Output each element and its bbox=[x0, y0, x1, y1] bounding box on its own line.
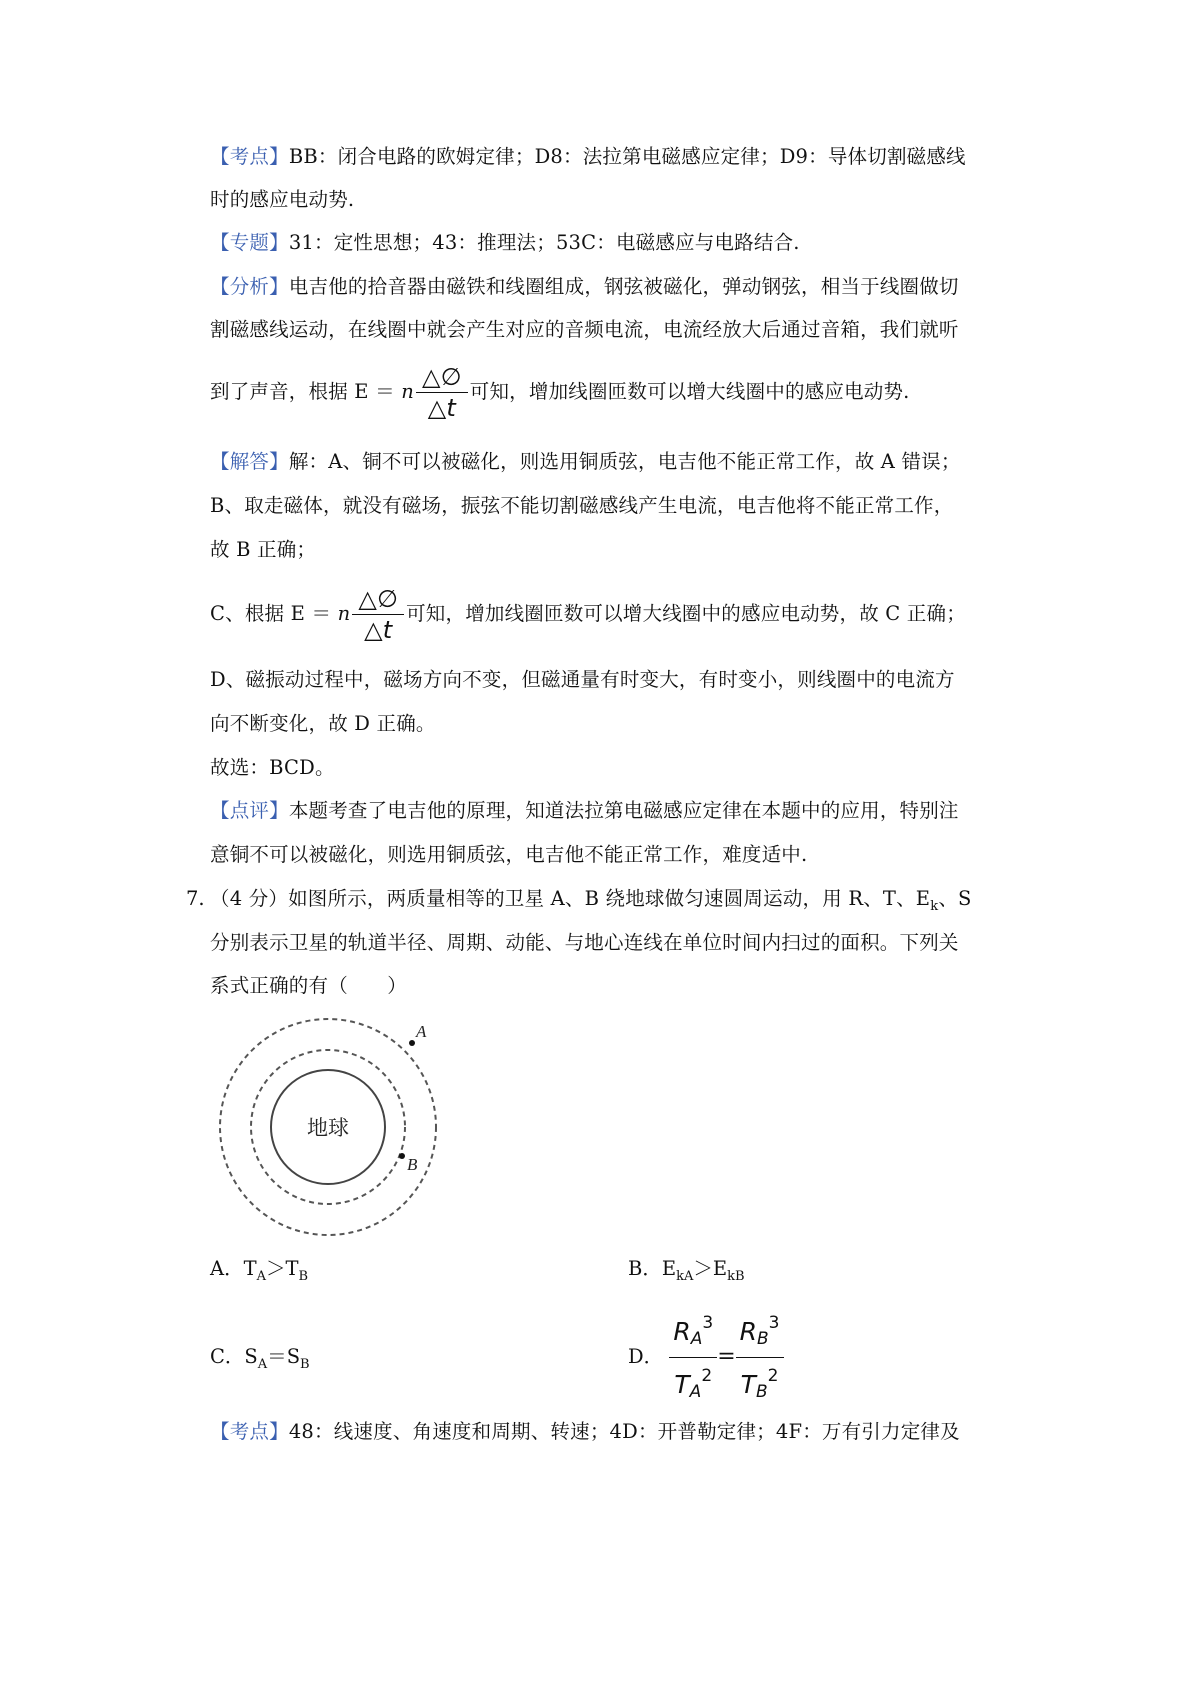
option-b-t2: E bbox=[712, 1257, 728, 1280]
kaodian-tag: 【考点】 bbox=[210, 145, 289, 168]
option-c-op: ＝ bbox=[267, 1345, 287, 1368]
jieda-text-1: 解：A、铜不可以被磁化，则选用铜质弦，电吉他不能正常工作，故 A 错误； bbox=[288, 450, 961, 473]
fenxi-line-3 bbox=[210, 360, 910, 424]
question-text-1b: 、S bbox=[938, 887, 972, 910]
kaodian-text: BB：闭合电路的欧姆定律；D8：法拉第电磁感应定律；D9：导体切割磁感线 bbox=[288, 145, 966, 168]
option-d-equals: = bbox=[717, 1344, 736, 1369]
jieda-line-5: D、磁振动过程中，磁场方向不变，但磁通量有时变大，有时变小，则线圈中的电流方 bbox=[210, 668, 955, 691]
t-symbol: T bbox=[674, 1370, 690, 1399]
option-a-label: A． bbox=[210, 1257, 244, 1280]
jieda-line-1 bbox=[210, 448, 961, 476]
option-d[interactable] bbox=[628, 1305, 784, 1401]
kaodian-line-1 bbox=[210, 143, 966, 171]
option-c[interactable] bbox=[210, 1343, 310, 1379]
r-symbol-b: R bbox=[739, 1317, 757, 1346]
fenxi-line-3-post: 可知，增加线圈匝数可以增大线圈中的感应电动势. bbox=[469, 380, 910, 403]
jieda-tag: 【解答】 bbox=[210, 450, 289, 473]
earth-label: 地球 bbox=[307, 1116, 349, 1140]
option-b-t1: E bbox=[661, 1257, 677, 1280]
q7-kaodian-text: 48：线速度、角速度和周期、转速；4D：开普勒定律；4F：万有引力定律及 bbox=[288, 1420, 960, 1443]
kaodian-line-2: 时的感应电动势. bbox=[210, 188, 355, 211]
question-text-1-sub: k bbox=[930, 898, 939, 914]
jieda-line-7: 故选：BCD。 bbox=[210, 756, 335, 779]
t-pow-2: 2 bbox=[701, 1366, 713, 1386]
option-c-t2: S bbox=[286, 1345, 301, 1368]
jieda-line-4 bbox=[210, 582, 966, 646]
formula-denominator: △t bbox=[427, 394, 457, 422]
option-d-left-fraction bbox=[669, 1305, 717, 1410]
r-symbol: R bbox=[673, 1317, 691, 1346]
r-sub-a: A bbox=[690, 1329, 703, 1349]
question-number: 7. bbox=[186, 887, 205, 910]
orbit-diagram bbox=[205, 1005, 455, 1250]
option-b-s1: kA bbox=[676, 1268, 694, 1284]
t-pow-2-b: 2 bbox=[767, 1366, 779, 1386]
jieda-line-6: 向不断变化，故 D 正确。 bbox=[210, 712, 436, 735]
option-c-s2: B bbox=[300, 1356, 310, 1372]
option-c-label: C． bbox=[210, 1345, 245, 1368]
option-c-t1: S bbox=[244, 1345, 258, 1368]
question-line-1 bbox=[210, 885, 972, 921]
r-pow-3-b: 3 bbox=[768, 1313, 780, 1333]
option-b[interactable] bbox=[628, 1255, 745, 1291]
satellite-b bbox=[399, 1153, 405, 1159]
zhuanti-line bbox=[210, 229, 800, 257]
formula-n: n bbox=[401, 380, 415, 403]
r-pow-3: 3 bbox=[702, 1313, 714, 1333]
t-sub-b: B bbox=[755, 1382, 768, 1402]
fenxi-text: 电吉他的拾音器由磁铁和线圈组成，钢弦被磁化，弹动钢弦，相当于线圈做切 bbox=[288, 275, 959, 298]
option-c-s1: A bbox=[257, 1356, 268, 1372]
option-a-s1: A bbox=[256, 1268, 266, 1284]
zhuanti-text: 31：定性思想；43：推理法；53C：电磁感应与电路结合. bbox=[288, 231, 800, 254]
jieda-line-3: 故 B 正确； bbox=[210, 538, 317, 561]
fenxi-line-2: 割磁感线运动，在线圈中就会产生对应的音频电流，电流经放大后通过音箱，我们就听 bbox=[210, 318, 959, 341]
fenxi-line-1 bbox=[210, 273, 959, 301]
r-sub-b: B bbox=[757, 1329, 769, 1349]
t-sub-a: A bbox=[689, 1382, 702, 1402]
satellite-b-label: B bbox=[407, 1155, 418, 1174]
option-a-t1: T bbox=[243, 1257, 257, 1280]
option-d-right-fraction bbox=[736, 1305, 784, 1410]
option-a[interactable] bbox=[210, 1255, 308, 1291]
dianping-line-2: 意铜不可以被磁化，则选用铜质弦，电吉他不能正常工作，难度适中. bbox=[210, 843, 808, 866]
option-b-op: ＞ bbox=[693, 1257, 713, 1280]
question-line-3: 系式正确的有（ ） bbox=[210, 974, 408, 997]
dianping-text-1: 本题考查了电吉他的原理，知道法拉第电磁感应定律在本题中的应用，特别注 bbox=[288, 799, 959, 822]
jieda-line-4-post: 可知，增加线圈匝数可以增大线圈中的感应电动势，故 C 正确； bbox=[406, 602, 966, 625]
formula-numerator: △∅ bbox=[416, 362, 468, 393]
option-d-right-num bbox=[736, 1305, 784, 1358]
option-a-s2: B bbox=[298, 1268, 309, 1284]
formula-numerator-2: △∅ bbox=[352, 584, 404, 615]
satellite-a bbox=[409, 1040, 415, 1046]
dianping-line-1 bbox=[210, 797, 959, 825]
satellite-a-label: A bbox=[416, 1022, 427, 1041]
jieda-line-2: B、取走磁体，就没有磁场，振弦不能切割磁感线产生电流，电吉他将不能正常工作， bbox=[210, 494, 954, 517]
option-a-op: ＞ bbox=[266, 1257, 286, 1280]
fenxi-tag: 【分析】 bbox=[210, 275, 289, 298]
option-d-label: D． bbox=[628, 1345, 664, 1368]
jieda-line-4-pre: C、根据 E ＝ bbox=[210, 602, 332, 625]
formula-n-2: n bbox=[337, 602, 351, 625]
option-d-left-num bbox=[669, 1305, 717, 1358]
dianping-tag: 【点评】 bbox=[210, 799, 289, 822]
formula-fraction bbox=[416, 362, 468, 423]
fenxi-line-3-pre: 到了声音，根据 E ＝ bbox=[210, 380, 395, 403]
q7-kaodian-line bbox=[210, 1418, 960, 1446]
question-text-1a: （4 分）如图所示，两质量相等的卫星 A、B 绕地球做匀速圆周运动，用 R、T、E bbox=[210, 887, 931, 910]
formula-denominator-2: △t bbox=[364, 616, 393, 644]
option-d-left-den bbox=[669, 1358, 717, 1410]
t-symbol-b: T bbox=[740, 1370, 756, 1399]
question-line-2: 分别表示卫星的轨道半径、周期、动能、与地心连线在单位时间内扫过的面积。下列关 bbox=[210, 931, 959, 954]
option-b-label: B． bbox=[628, 1257, 662, 1280]
option-b-s2: kB bbox=[727, 1268, 745, 1284]
q7-kaodian-tag: 【考点】 bbox=[210, 1420, 289, 1443]
option-a-t2: T bbox=[285, 1257, 299, 1280]
zhuanti-tag: 【专题】 bbox=[210, 231, 289, 254]
formula-fraction-2 bbox=[352, 584, 404, 645]
option-d-right-den bbox=[736, 1358, 784, 1410]
